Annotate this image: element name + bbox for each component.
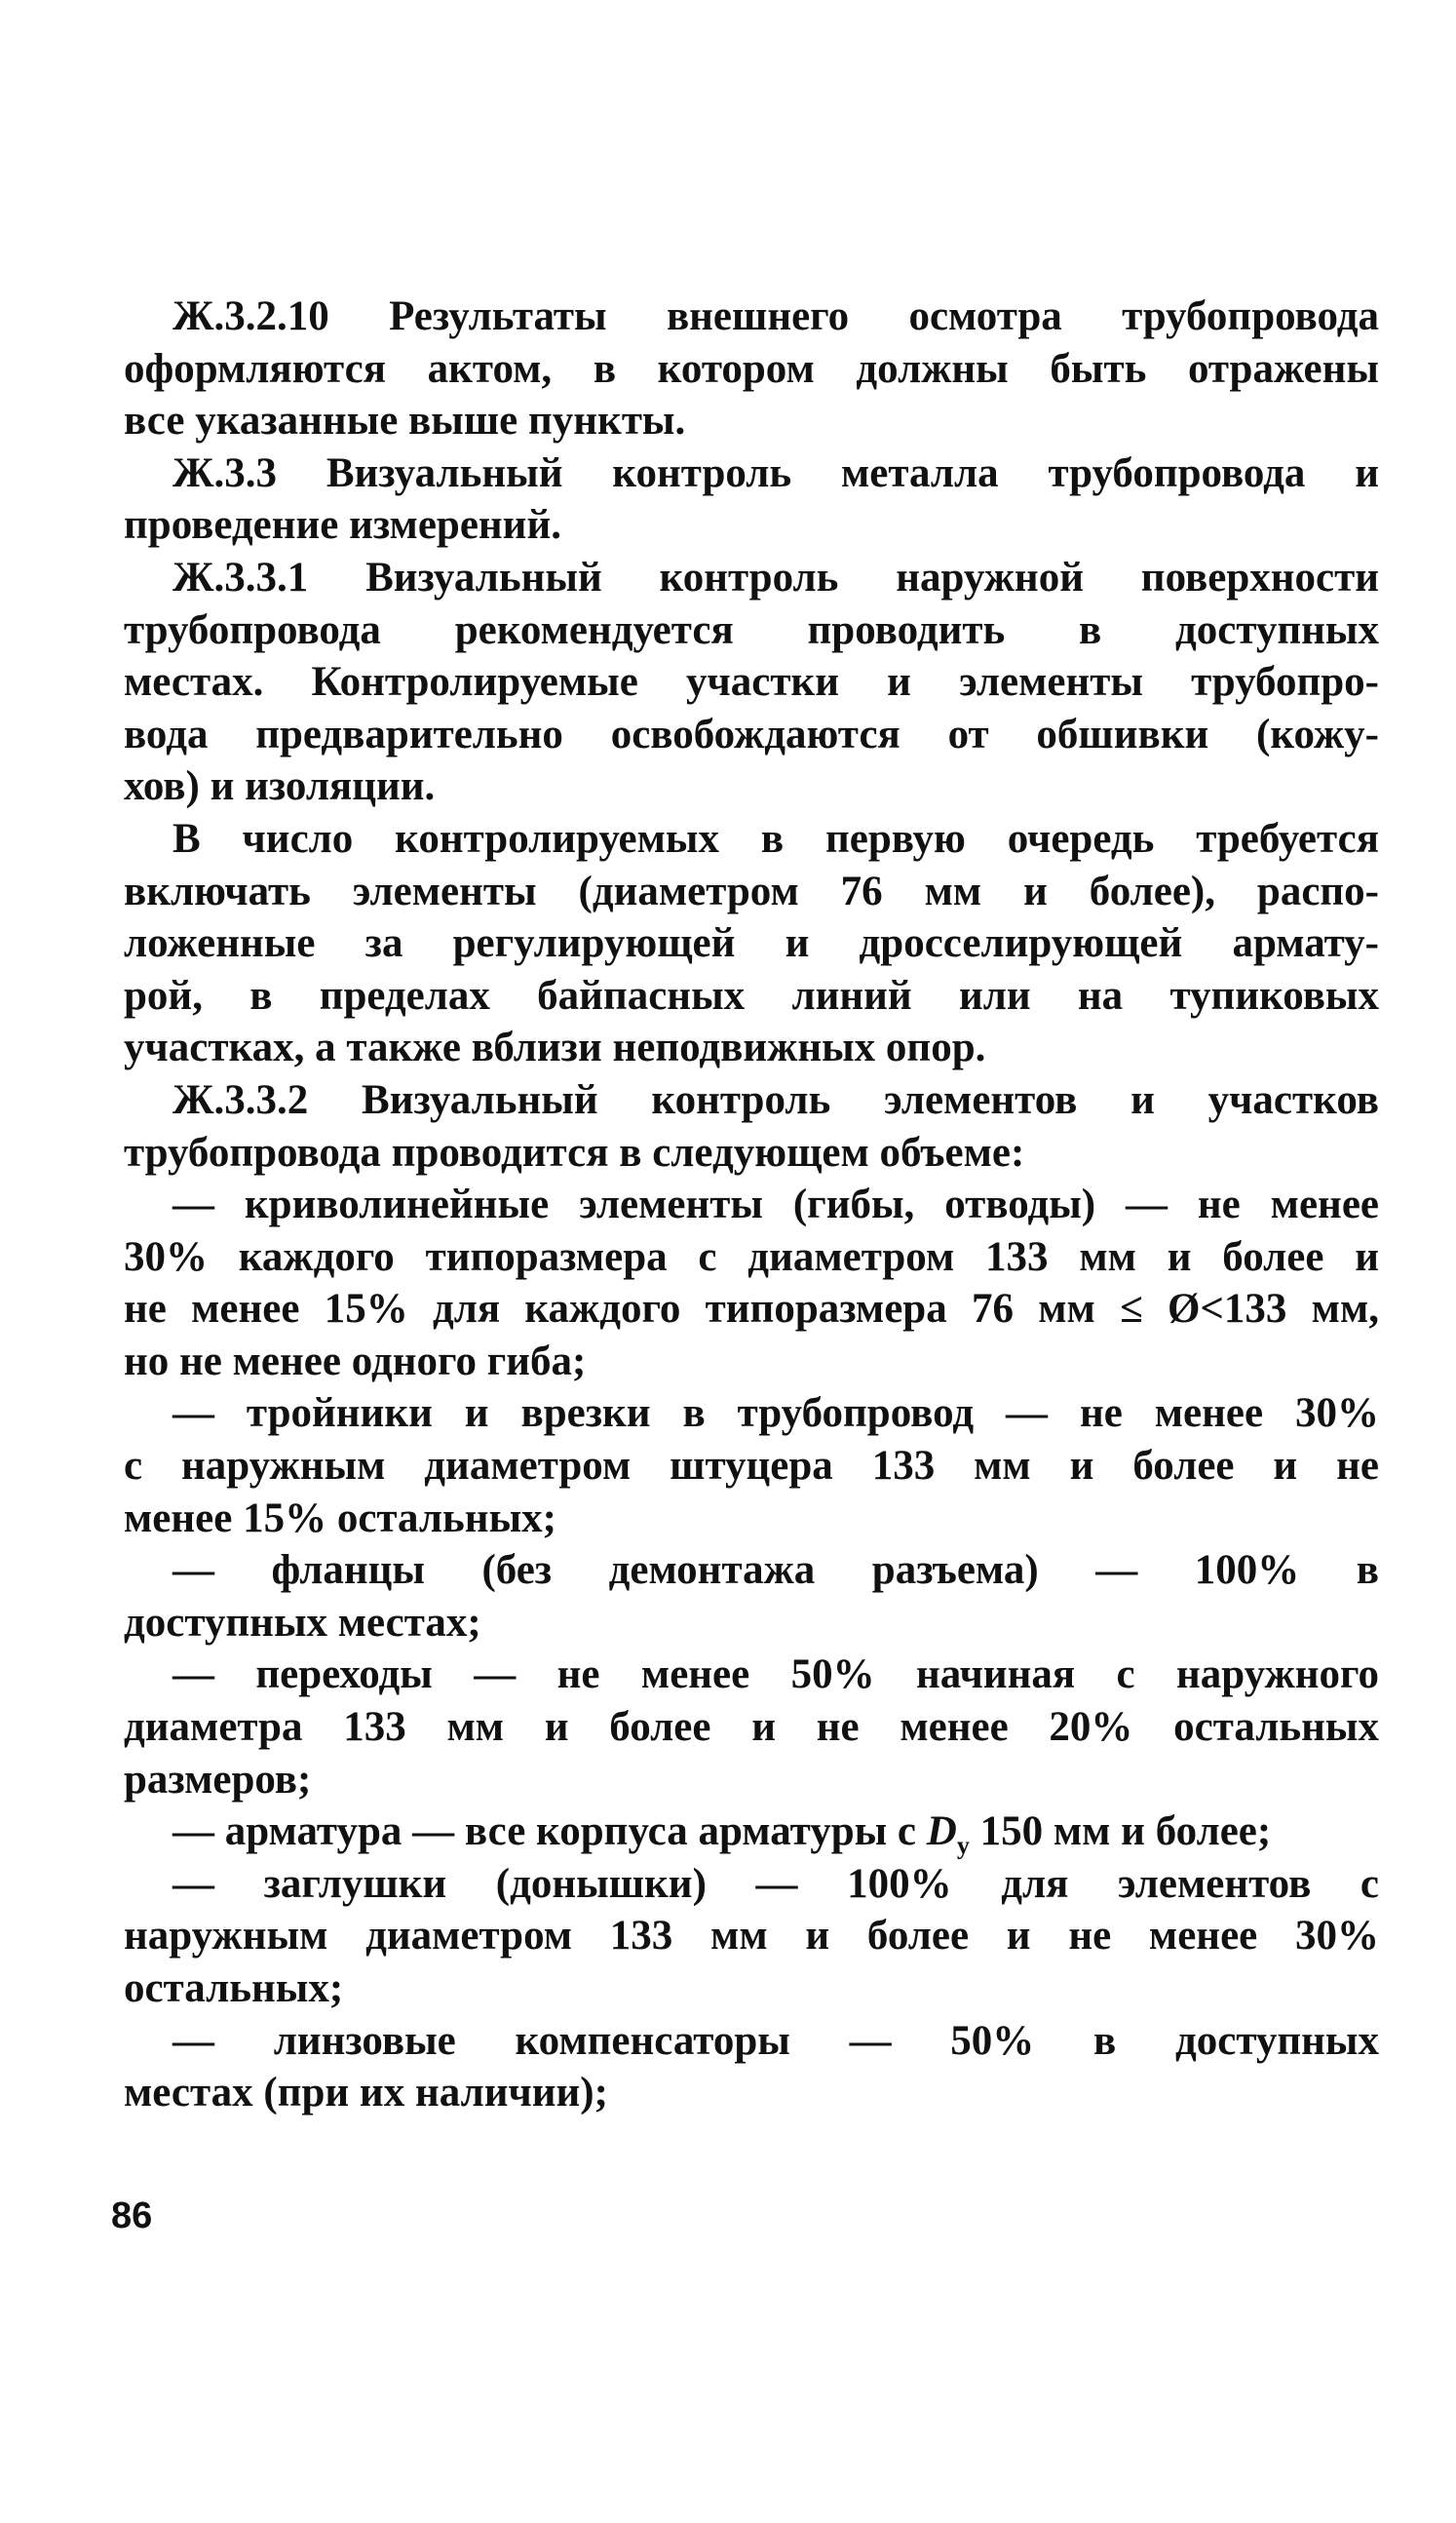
- section-heading-line: Ж.3.3 Визуальный контроль металла трубопровода и: [172, 449, 1379, 496]
- p-3-3-2: [124, 1074, 1379, 1179]
- text-line: рой, в пределах байпасных линий или на тупиковых: [124, 972, 1379, 1019]
- text-line: диаметра 133 мм и более и не менее 20% остальных: [124, 1704, 1379, 1751]
- text-line: — тройники и врезки в трубопровод — не менее 30%: [172, 1390, 1379, 1437]
- text-line: все указанные выше пункты.: [124, 398, 686, 445]
- text-line: включать элементы (диаметром 76 мм и более), распо-: [124, 868, 1379, 914]
- item-compensators: [124, 2015, 1379, 2119]
- text-line: остальных;: [124, 1965, 344, 2011]
- text-line: хов) и изоляции.: [124, 763, 436, 810]
- text-line: трубопровода проводится в следующем объеме:: [124, 1129, 1025, 1176]
- text-line: — переходы — не менее 50% начиная с наружного: [172, 1651, 1379, 1698]
- item-flanges: [124, 1544, 1379, 1649]
- text-line: вода предварительно освобождаются от обшивки (кожу-: [124, 711, 1379, 757]
- text-line: Ж.3.2.10 Результаты внешнего осмотра трубопровода: [172, 293, 1379, 339]
- text-line: оформляются актом, в котором должны быть отражены: [124, 345, 1379, 392]
- text-line: трубопровода рекомендуется проводить в доступных: [124, 606, 1379, 653]
- text-line: менее 15% остальных;: [124, 1494, 556, 1541]
- document-body: [124, 291, 1379, 2119]
- heading-3-3: [124, 447, 1379, 552]
- text-line: 30% каждого типоразмера с диаметром 133 мм и более и: [124, 1233, 1379, 1280]
- text-fragment: у: [956, 1831, 970, 1860]
- p-control-elements: [124, 813, 1379, 1074]
- text-line: ложенные за регулирующей и дросселирующей армату-: [124, 920, 1379, 967]
- item-reducers: [124, 1649, 1379, 1805]
- text-fragment: D: [926, 1808, 957, 1855]
- item-bends: [124, 1179, 1379, 1387]
- text-line: с наружным диаметром штуцера 133 мм и более и не: [124, 1443, 1379, 1490]
- p-3-3-1: [124, 552, 1379, 813]
- text-line: В число контролируемых в первую очередь требуется: [172, 815, 1379, 862]
- text-line: — линзовые компенсаторы — 50% в доступных: [172, 2017, 1379, 2064]
- text-line: — заглушки (донышки) — 100% для элементов с: [172, 1860, 1379, 1907]
- item-caps: [124, 1858, 1379, 2015]
- text-line: доступных местах;: [124, 1599, 481, 1646]
- page-number: 86: [111, 2195, 153, 2236]
- p-3-2-10: [124, 291, 1379, 447]
- text-line: местах. Контролируемые участки и элементы трубопро-: [124, 659, 1379, 706]
- text-line: но не менее одного гиба;: [124, 1338, 587, 1384]
- text-line: наружным диаметром 133 мм и более и не менее 30%: [124, 1913, 1379, 1960]
- text-line: не менее 15% для каждого типоразмера 76 мм ≤ Ø<133 мм,: [124, 1286, 1379, 1333]
- text-line: участках, а также вблизи неподвижных опор.: [124, 1025, 986, 1071]
- item-valves: [124, 1805, 1379, 1858]
- text-line: размеров;: [124, 1756, 312, 1803]
- text-line: Ж.3.3.2 Визуальный контроль элементов и участков: [172, 1076, 1379, 1123]
- item-tees: [124, 1387, 1379, 1544]
- text-line: местах (при их наличии);: [124, 2070, 608, 2116]
- text-line: [124, 1805, 1379, 1858]
- text-fragment: — арматура — все корпуса арматуры с: [172, 1808, 927, 1855]
- text-line: — фланцы (без демонтажа разъема) — 100% в: [172, 1547, 1379, 1594]
- text-line: Ж.3.3.1 Визуальный контроль наружной поверхности: [172, 554, 1379, 601]
- text-fragment: 150 мм и более;: [969, 1808, 1272, 1855]
- text-line: — криволинейные элементы (гибы, отводы) — не менее: [172, 1182, 1379, 1228]
- section-heading-line: проведение измерений.: [124, 502, 561, 549]
